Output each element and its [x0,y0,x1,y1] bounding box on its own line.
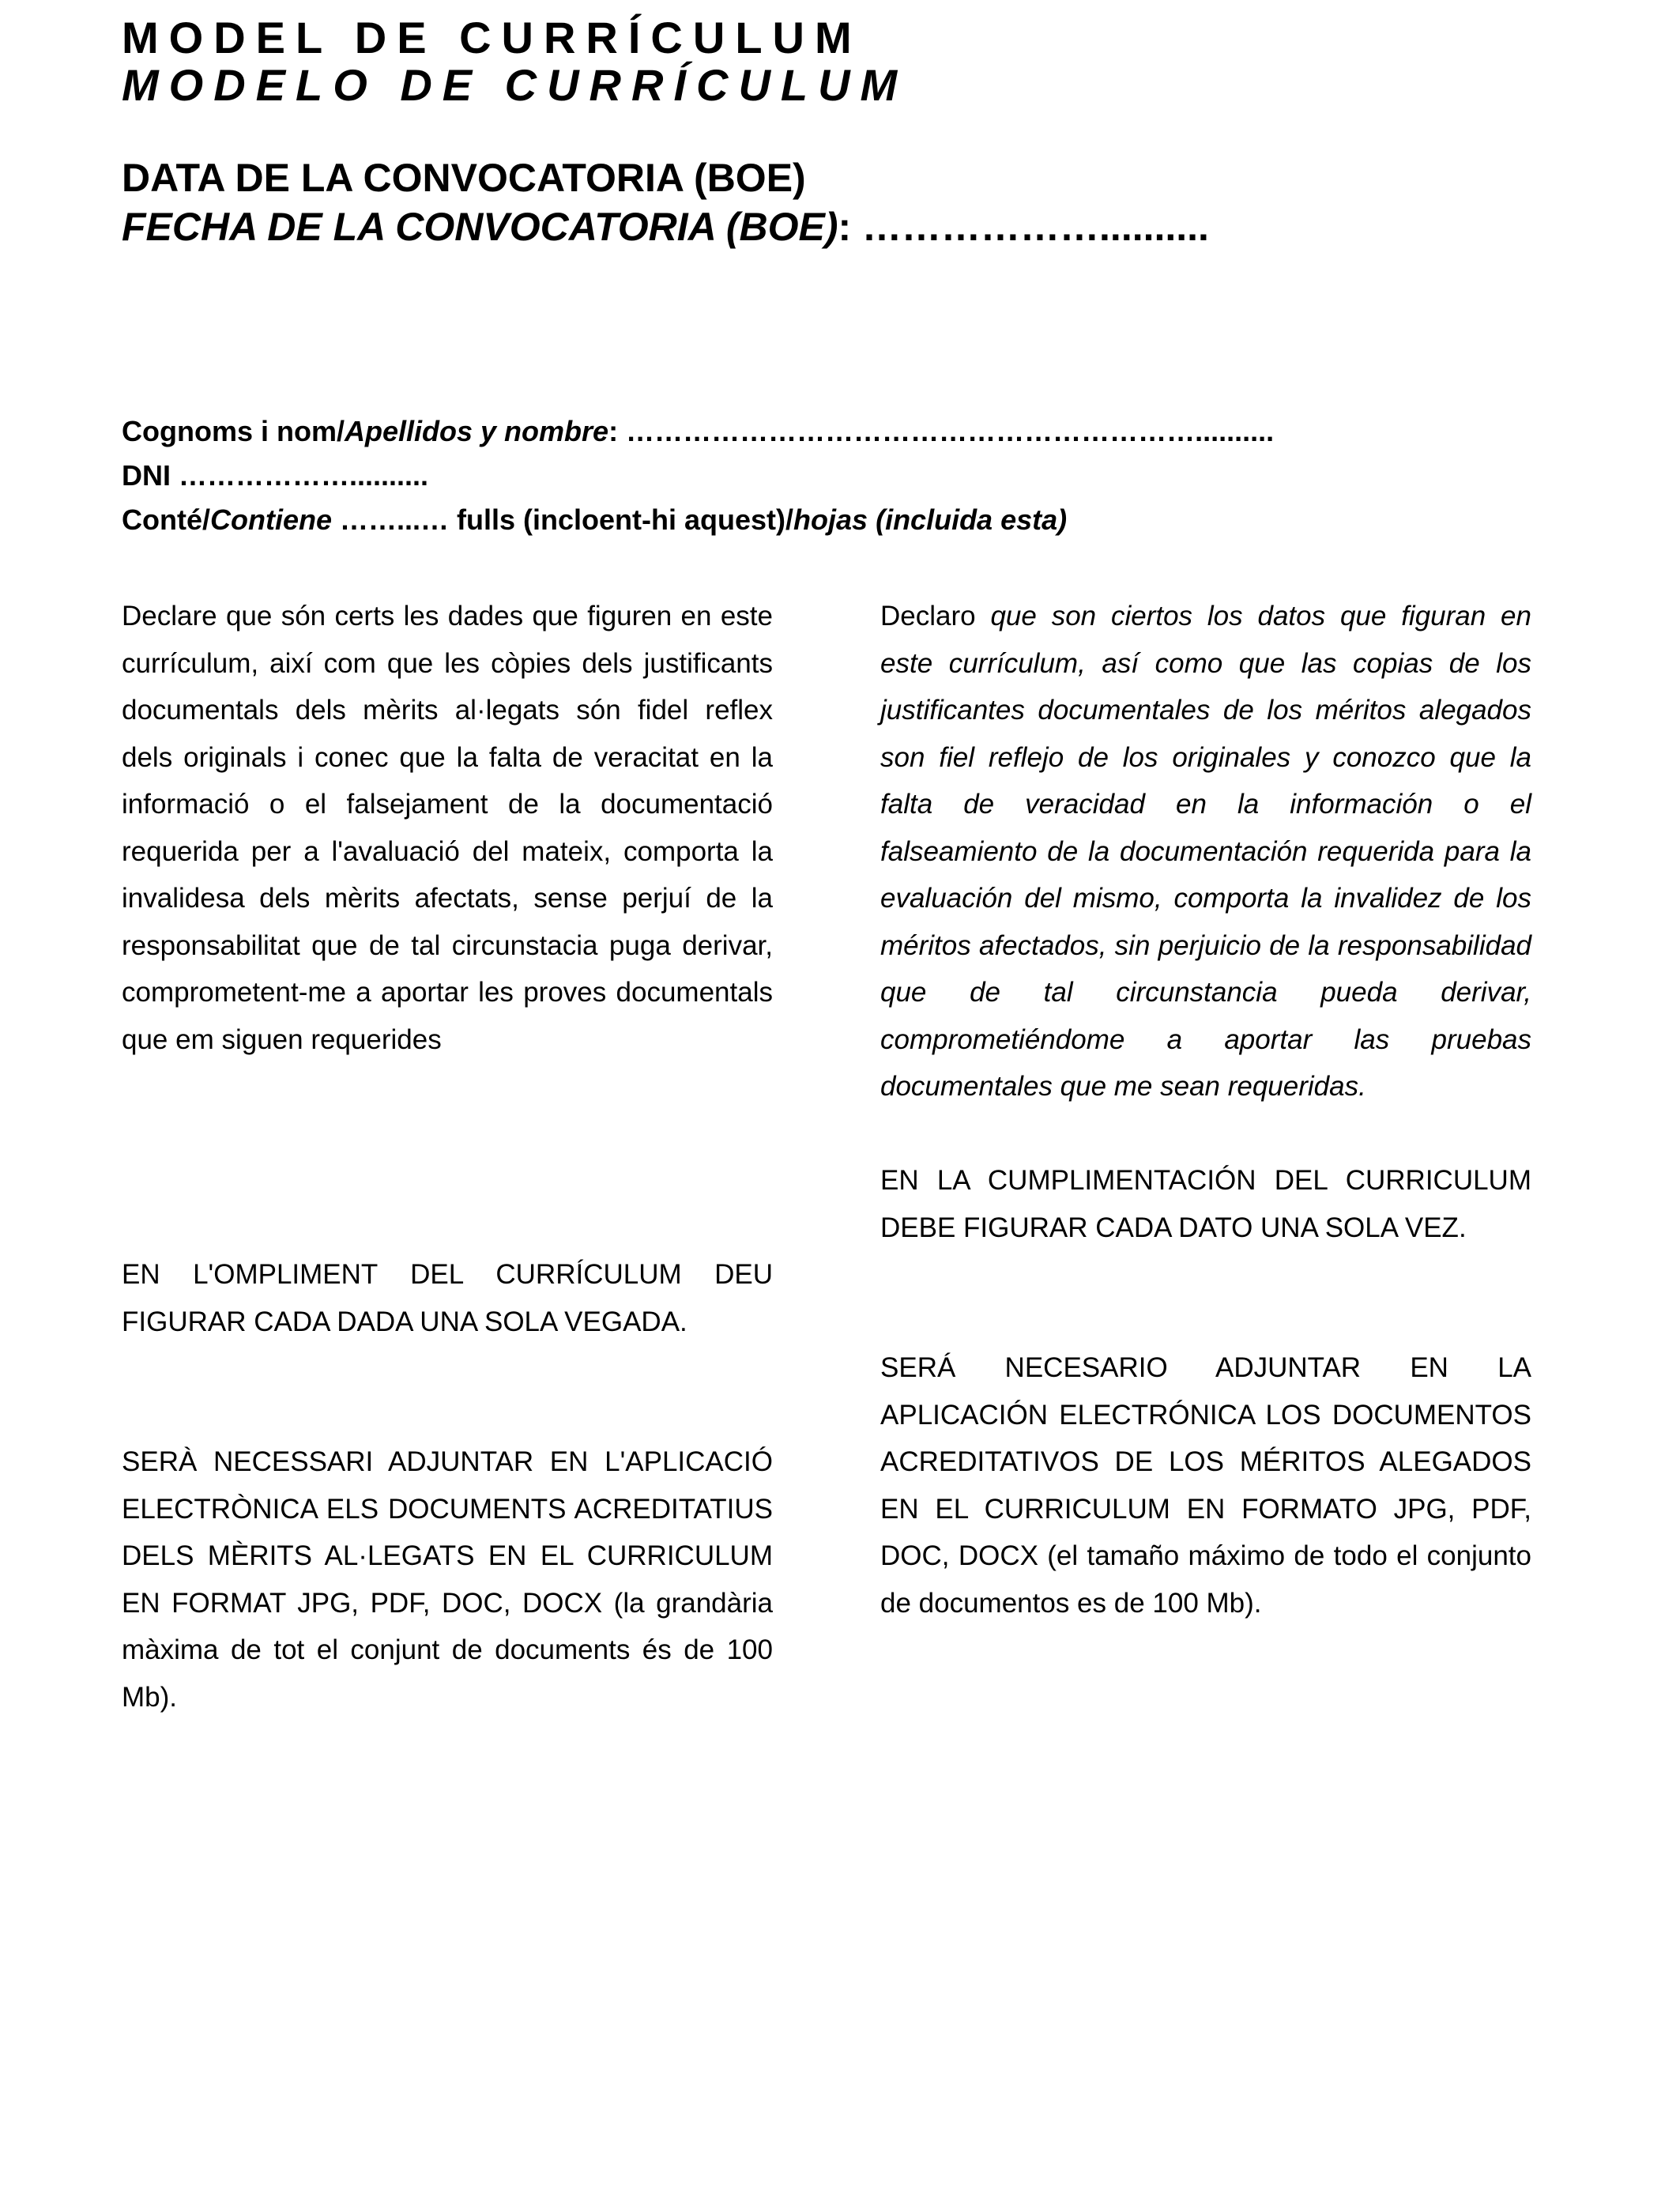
applicant-fields [122,409,1274,542]
sheets-field-row [122,498,1274,542]
dni-label: DNI [122,459,179,492]
sheets-label-spanish: Contiene [210,503,333,536]
declaration-text-catalan: Declare que són certs les dades que figuren en este currículum, així com que les còpies dels justificants documentals dels mèrits al·legats són fidel reflex dels originals i conec que la falta de veracitat en la informació o el falsejament de la documentació requerida per a l'avaluació del mateix, comporta la invalidesa dels mèrits afectats, sense perjuí de la responsabilitat que de tal circunstacia puga derivar, comprometent-me a aportar les proves documentals que em siguen requerides [122,601,773,1055]
notice-once-catalan [122,1251,773,1345]
sheets-label-catalan: Conté/ [122,503,210,536]
name-separator: : [608,415,627,447]
page-title [122,14,907,109]
title-spanish: MODELO DE CURRÍCULUM [122,60,908,110]
name-label-spanish: Apellidos y nombre [345,415,609,447]
convocatoria-label-spanish: FECHA DE LA CONVOCATORIA (BOE) [122,205,838,249]
declaration-spanish [880,593,1531,1110]
notice-attach-catalan [122,1438,773,1721]
notice-attach-text-catalan: SERÀ NECESSARI ADJUNTAR EN L'APLICACIÓ ELECTRÒNICA ELS DOCUMENTS ACREDITATIUS DELS MÈRITS AL·LEGATS EN EL CURRICULUM EN FORMAT JPG, PDF, DOC, DOCX (la grandària màxima de tot el conjunt de documents és de 100 Mb). [122,1446,773,1713]
title-catalan: MODEL DE CURRÍCULUM [122,13,862,62]
name-field[interactable]: …………………………………………………….......... [626,415,1275,447]
sheets-count-field[interactable]: ……...… [332,503,458,536]
convocatoria-date-field[interactable]: ……………….......... [851,205,1209,249]
declaration-text-spanish [880,593,1531,1110]
sheets-text-catalan: fulls (incloent-hi aquest)/ [457,503,794,536]
notice-once-text-catalan: EN L'OMPLIMENT DEL CURRÍCULUM DEU FIGURAR CADA DADA UNA SOLA VEGADA. [122,1259,773,1337]
notice-attach-spanish [880,1344,1531,1627]
notice-attach-text-spanish: SERÁ NECESARIO ADJUNTAR EN LA APLICACIÓN ELECTRÓNICA LOS DOCUMENTOS ACREDITATIVOS DE LOS MÉRITOS ALEGADOS EN EL CURRICULUM EN FORMATO JPG, PDF, DOC, DOCX (el tamaño máximo de todo el conjunto de documentos es de 100 Mb). [880,1352,1531,1619]
name-field-row [122,409,1274,454]
convocatoria-line-spanish [122,202,1209,251]
sheets-text-spanish: hojas (incluida esta) [793,503,1068,536]
dni-field-row [122,454,1274,498]
declaration-body-spanish: que son ciertos los datos que figuran en este currículum, así como que las copias de los justificantes documentales de los méritos alegados son fiel reflejo de los originales y conozco que la falta de veracidad en la información o el falseamiento de la documentación requerida para la evaluación del mismo, comporta la invalidez de los méritos afectados, sin perjuicio de la responsabilidad que de tal circunstancia pueda derivar, comprometiéndome a aportar las pruebas documentales que me sean requeridas. [880,601,1531,1102]
convocatoria-label-catalan: DATA DE LA CONVOCATORIA (BOE) [122,156,806,200]
notice-once-spanish [880,1157,1531,1251]
declaration-lead-spanish: Declaro [880,601,976,631]
convocatoria-date-heading [122,153,1209,251]
name-label-catalan: Cognoms i nom/ [122,415,345,447]
dni-field[interactable]: ……………….......... [179,459,429,492]
declaration-catalan [122,593,773,1063]
convocatoria-separator: : [838,205,852,249]
notice-once-text-spanish: EN LA CUMPLIMENTACIÓN DEL CURRICULUM DEBE FIGURAR CADA DATO UNA SOLA VEZ. [880,1165,1531,1243]
